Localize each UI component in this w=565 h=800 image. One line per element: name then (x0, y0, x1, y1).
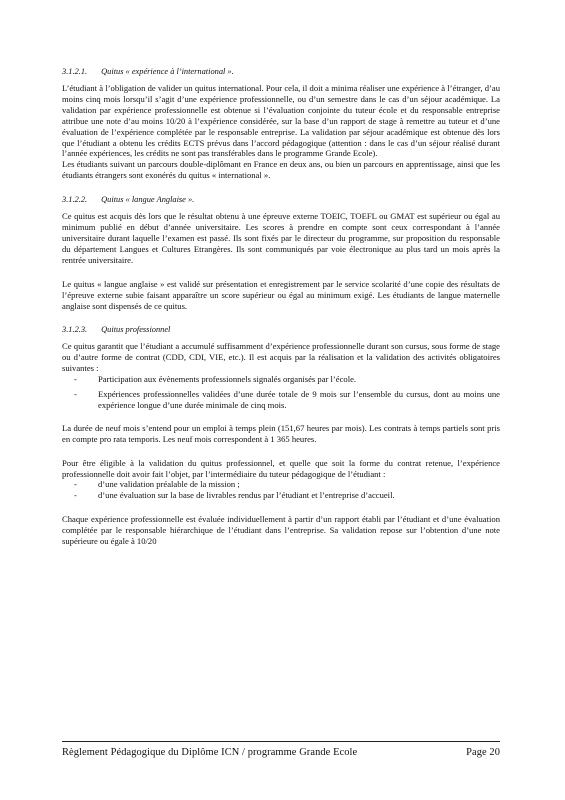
paragraph-international-requirement: L’étudiant à l’obligation de valider un quitus international. Pour cela, il doit a minima réaliser une expérience à l’étranger, d’au moins cinq mois lorsqu’il s’agit d’une expérience professionnelle, ou d’un semestre dans le cas d’un séjour académique. La validation par expérience professionnelle est obtenue si l’évaluation conjointe du tuteur école et du responsable entreprise attribue une note d’au moins 10/20 à l’expérience considérée, sur la base d’un rapport de stage à remettre au tuteur et d’une évaluation de l’expérience complétée par le responsable entreprise. La validation par séjour académique est obtenue dès lors que l’étudiant a obtenu les crédits ECTS prévus dans l’accord pédagogique (attention : dans le cas d’un séjour réalisé durant l’année expériences, les crédits ne sont pas transférables dans le programme Grande Ecole). (62, 83, 500, 159)
section-number: 3.1.2.1. (62, 67, 88, 76)
paragraph-eligibility: Pour être éligible à la validation du quitus professionnel, et quelle que soit la forme du contrat retenue, l’expérience professionnelle doit avoir fait l’objet, par l’intermédiaire du tuteur pédagogique de l’étudiant : (62, 457, 500, 479)
section-title: Quitus professionnel (101, 325, 171, 335)
section-title: Quitus « expérience à l’international ». (101, 67, 234, 76)
paragraph-professional-intro: Ce quitus garantit que l’étudiant a accumulé suffisamment d’expérience professionnelle durant son cursus, sous forme de stage ou d’autre forme de contrat (CDD, CDI, VIE, etc.). Il est acquis par la réalisation et la validation des activités obligatoires suivantes : (62, 341, 500, 374)
paragraph-english-validation: Le quitus « langue anglaise » est validé sur présentation et enregistrement par le service scolarité d’une copie des résultats de l’épreuve externe subie faisant apparaître un score supérieur ou égal au minimum exigé. Les étudiants de langue maternelle anglaise sont dispensés de ce quitus. (62, 278, 500, 311)
footer-title: Règlement Pédagogique du Diplôme ICN / programme Grande Ecole (62, 747, 358, 758)
list-item: - Expériences professionnelles validées d’une durée totale de 9 mois sur l’ensemble du cursus, dont au moins une expérience longue d’une durée minimale de cinq mois. (74, 389, 500, 411)
list-item: - d’une validation préalable de la mission ; (74, 479, 500, 490)
footer-divider (62, 741, 500, 742)
activities-list (74, 374, 500, 411)
page-footer (62, 747, 500, 758)
section-title: Quitus « langue Anglaise ». (101, 195, 195, 205)
paragraph-evaluation: Chaque expérience professionnelle est évaluée individuellement à partir d’un rapport établi par l’étudiant et d’une évaluation complétée par le responsable hiérarchique de l’étudiant dans l’entreprise. Sa validation repose sur l’obtention d’une note supérieure ou égale à 10/20 (62, 514, 500, 547)
list-item: - d’une évaluation sur la base de livrables rendus par l’étudiant et l’entreprise d’accueil. (74, 490, 500, 501)
eligibility-list (74, 479, 500, 501)
section-number: 3.1.2.2. (62, 195, 88, 205)
section-heading-professional (62, 324, 500, 335)
paragraph-international-exemption: Les étudiants suivant un parcours double-diplômant en France en deux ans, ou bien un parcours en apprentissage, ainsi que les étudiants étrangers sont exonérés du quitus « international ». (62, 159, 500, 181)
paragraph-duration: La durée de neuf mois s’entend pour un emploi à temps plein (151,67 heures par mois). Les contrats à temps partiels sont pris en compte pro rata temporis. Les neuf mois correspondent à 1 365 heures. (62, 422, 500, 444)
section-heading-english (62, 194, 500, 205)
section-heading-international (62, 66, 500, 77)
page-content (62, 66, 500, 547)
list-item: - Participation aux évènements professionnels signalés organisés par l’école. (74, 374, 500, 385)
paragraph-english-scores: Ce quitus est acquis dès lors que le résultat obtenu à une épreuve externe TOEIC, TOEFL ou GMAT est supérieur ou égal au minimum publié en début d’année universitaire. Les scores à prendre en compte sont ceux correspondant à l’année universitaire durant laquelle l’examen est passé. Ils sont fixés par le directeur du programme, sur proposition du responsable du département Langues et Cultures Etrangères. Ils sont communiqués par voie électronique au plus tard un mois après la rentrée universitaire. (62, 211, 500, 265)
page-number: Page 20 (466, 747, 500, 758)
section-number: 3.1.2.3. (62, 325, 88, 335)
